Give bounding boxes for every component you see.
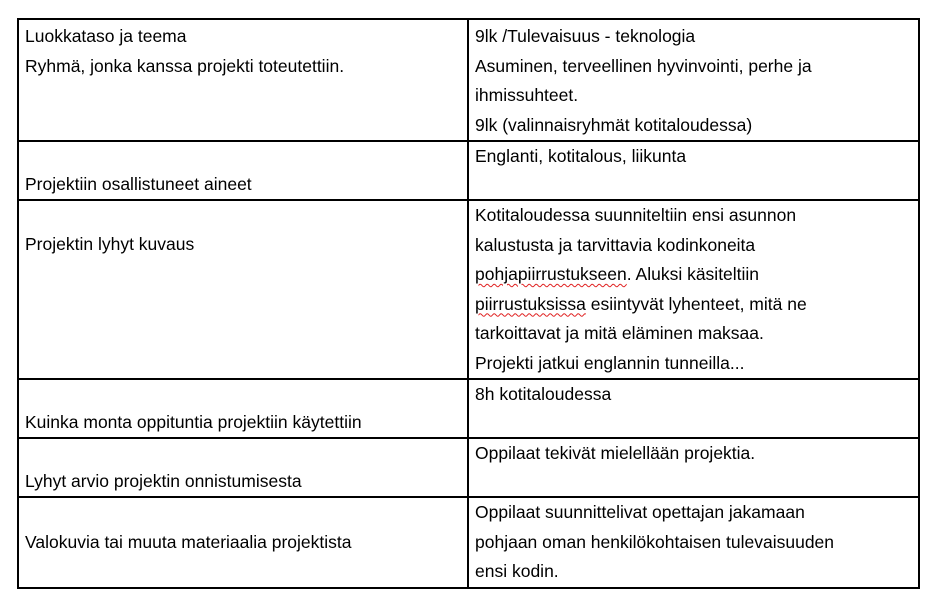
table-row (18, 19, 919, 141)
label-text: Ryhmä, jonka kanssa projekti toteutettiin. (25, 55, 345, 76)
table-row (18, 141, 919, 200)
value-text: 9lk (valinnaisryhmät kotitaloudessa) (475, 114, 753, 135)
row-value-cell (468, 141, 919, 200)
value-text: Asuminen, terveellinen hyvinvointi, perhe ja (475, 55, 812, 76)
row-value-cell (468, 497, 919, 588)
value-text: tarkoittavat ja mitä eläminen maksaa. (475, 323, 764, 343)
row-label-cell (18, 497, 468, 588)
value-text: kalustusta ja tarvittavia kodinkoneita (475, 234, 756, 255)
row-value-cell (468, 379, 919, 438)
value-text-line (475, 260, 912, 290)
row-value-cell (468, 19, 919, 141)
row-label-cell (18, 438, 468, 497)
value-text: . Aluksi käsiteltiin (626, 264, 760, 284)
spellcheck-word[interactable]: piirrustuksissa (475, 293, 586, 314)
spellcheck-word[interactable]: pohjapiirrustukseen (475, 264, 627, 284)
row-label-cell (18, 141, 468, 200)
label-text: Valokuvia tai muuta materiaalia projektista (25, 531, 352, 552)
value-text: esiintyvät lyhenteet, mitä ne (585, 293, 807, 314)
value-text: ihmissuhteet. (475, 85, 579, 105)
row-label-cell (18, 19, 468, 141)
label-text: Projektiin osallistuneet aineet (25, 173, 252, 194)
row-value-cell (468, 438, 919, 497)
label-text: Luokkataso ja teema (25, 26, 187, 46)
value-text: 8h kotitaloudessa (475, 384, 612, 404)
label-text: Kuinka monta oppituntia projektiin käytettiin (25, 411, 362, 432)
row-label-cell (18, 379, 468, 438)
value-text: Oppilaat tekivät mielellään projektia. (475, 443, 756, 463)
label-text: Lyhyt arvio projektin onnistumisesta (25, 470, 302, 491)
project-table (17, 18, 920, 589)
value-text: 9lk /Tulevaisuus - teknologia (475, 26, 696, 46)
table-row (18, 438, 919, 497)
value-text: pohjaan oman henkilökohtaisen tulevaisuuden (475, 531, 835, 552)
row-label-cell (18, 200, 468, 379)
table-row (18, 379, 919, 438)
value-text: ensi kodin. (475, 561, 559, 581)
table-row (18, 200, 919, 379)
row-value-cell (468, 200, 919, 379)
value-text-line (475, 290, 912, 320)
value-text: Englanti, kotitalous, liikunta (475, 146, 687, 166)
value-text: Oppilaat suunnittelivat opettajan jakamaan (475, 502, 805, 522)
table-row (18, 497, 919, 588)
value-text: Projekti jatkui englannin tunneilla... (475, 352, 745, 373)
value-text: Kotitaloudessa suunniteltiin ensi asunnon (475, 205, 797, 225)
label-text: Projektin lyhyt kuvaus (25, 234, 195, 254)
